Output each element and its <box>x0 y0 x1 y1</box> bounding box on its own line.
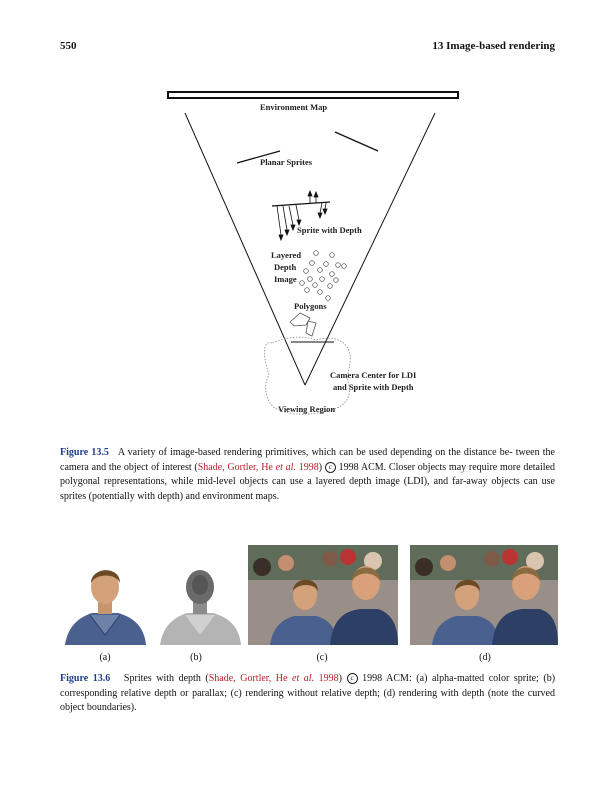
environment-map-label: Environment Map <box>260 102 328 112</box>
citation-authors: Shade, Gortler, He <box>208 673 293 684</box>
subfigure-label-a: (a) <box>99 652 111 663</box>
photo-panel-c <box>248 545 398 645</box>
camera-center-label-line-2: and Sprite with Depth <box>333 382 414 392</box>
caption-text: 1998 ACM: (a) alpha-matted color sprite; (b) corresponding relative depth or parallax; (c) rendering without relative depth; (d) rendering with depth (note the curved object boundaries). <box>60 673 556 713</box>
planar-sprites-label: Planar Sprites <box>260 157 313 167</box>
page-header <box>60 40 555 56</box>
figure-number: Figure 13.6 <box>60 673 111 684</box>
citation-etal: et al. <box>275 461 296 473</box>
sprite-with-depth-label: Sprite with Depth <box>297 225 362 235</box>
frustum-left-edge <box>185 113 305 385</box>
caption-text: Sprites with depth ( <box>123 673 209 684</box>
copyright-icon: c <box>325 462 336 473</box>
photo-panel-a <box>60 555 150 645</box>
ldi-label-line-3: Image <box>274 274 297 284</box>
citation-year: 1998 <box>314 673 339 684</box>
ldi-samples <box>300 251 347 301</box>
subfigure-label-b: (b) <box>190 652 202 663</box>
polygons-label: Polygons <box>294 301 327 311</box>
ldi-label-line-1: Layered <box>271 250 302 260</box>
camera-center-label-line-1: Camera Center for LDI <box>330 370 417 380</box>
citation-authors: Shade, Gortler, He <box>197 461 276 473</box>
frustum-right-edge <box>305 113 435 385</box>
planar-sprite-right <box>335 132 378 151</box>
subfigure-label-c: (c) <box>316 652 328 663</box>
running-title: 13 Image-based rendering <box>432 40 555 52</box>
environment-map-bar <box>168 92 458 98</box>
page-number: 550 <box>60 40 77 52</box>
caption-text: ) <box>338 673 342 684</box>
figure-13-5-diagram <box>150 85 470 425</box>
figure-number: Figure 13.5 <box>60 447 109 458</box>
caption-text: ) <box>318 461 323 473</box>
citation-etal: et al. <box>292 673 315 684</box>
photo-panel-b <box>155 555 245 645</box>
citation-year: 1998 <box>295 461 319 473</box>
polygon-shapes <box>290 313 316 336</box>
citation-link[interactable] <box>198 462 319 473</box>
photo-panel-d <box>410 545 558 645</box>
citation-link[interactable] <box>209 673 339 684</box>
copyright-icon: c <box>347 673 358 684</box>
caption-text: A variety of image-based rendering primitives, which can be used depending on the distance be- tween the camera and the object of interest ( <box>60 447 555 473</box>
ldi-label-line-2: Depth <box>274 262 297 272</box>
caption-text: 1998 ACM. Closer objects may require more detailed polygonal representations, while mid-level objects can use a layered depth image (LDI), and far-away objects can use sprites (potentially with depth) and environment maps. <box>60 461 555 502</box>
figure-13-5-caption <box>60 446 555 504</box>
figure-13-6-caption <box>60 672 555 716</box>
viewing-region-label: Viewing Region <box>278 404 336 414</box>
subfigure-label-d: (d) <box>479 652 491 663</box>
